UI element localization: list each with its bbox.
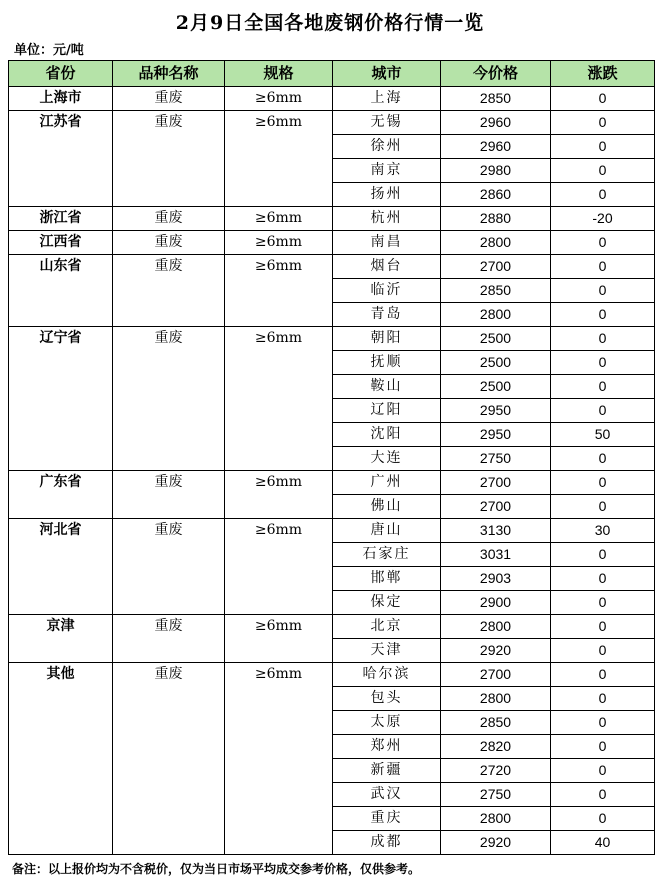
city-cell: 新疆 [333,759,441,783]
price-cell: 2903 [441,567,551,591]
city-cell: 郑州 [333,735,441,759]
price-cell: 2750 [441,447,551,471]
city-cell: 太原 [333,711,441,735]
kind-cell: 重废 [113,327,225,471]
change-cell: 0 [551,759,655,783]
price-cell: 2700 [441,495,551,519]
price-cell: 2960 [441,135,551,159]
price-cell: 2880 [441,207,551,231]
spec-cell: ≥6mm [225,615,333,663]
spec-cell: ≥6mm [225,111,333,207]
price-cell: 2950 [441,399,551,423]
kind-cell: 重废 [113,663,225,855]
table-row [9,519,655,543]
spec-cell: ≥6mm [225,519,333,615]
change-cell: 0 [551,591,655,615]
province-cell: 河北省 [9,519,113,615]
spec-cell: ≥6mm [225,231,333,255]
price-cell: 2700 [441,471,551,495]
city-cell: 朝阳 [333,327,441,351]
change-cell: 40 [551,831,655,855]
price-cell: 2500 [441,375,551,399]
province-cell: 浙江省 [9,207,113,231]
city-cell: 包头 [333,687,441,711]
price-cell: 2700 [441,663,551,687]
table-body [9,87,655,855]
change-cell: 0 [551,735,655,759]
change-cell: 0 [551,543,655,567]
kind-cell: 重废 [113,519,225,615]
price-cell: 2820 [441,735,551,759]
city-cell: 辽阳 [333,399,441,423]
change-cell: 0 [551,471,655,495]
price-cell: 2860 [441,183,551,207]
change-cell: 0 [551,87,655,111]
city-cell: 邯郸 [333,567,441,591]
header-spec: 规格 [225,61,333,87]
change-cell: 0 [551,567,655,591]
change-cell: 0 [551,111,655,135]
price-cell: 2750 [441,783,551,807]
change-cell: 0 [551,807,655,831]
price-cell: 2920 [441,639,551,663]
kind-cell: 重废 [113,87,225,111]
city-cell: 重庆 [333,807,441,831]
city-cell: 杭州 [333,207,441,231]
change-cell: -20 [551,207,655,231]
spec-cell: ≥6mm [225,207,333,231]
change-cell: 30 [551,519,655,543]
spec-cell: ≥6mm [225,327,333,471]
province-cell: 京津 [9,615,113,663]
city-cell: 北京 [333,615,441,639]
province-cell: 山东省 [9,255,113,327]
table-row [9,111,655,135]
price-cell: 3130 [441,519,551,543]
city-cell: 南京 [333,159,441,183]
change-cell: 0 [551,255,655,279]
page-title: 2月9日全国各地废钢价格行情一览 [175,12,485,34]
change-cell: 0 [551,159,655,183]
price-cell: 2700 [441,255,551,279]
city-cell: 武汉 [333,783,441,807]
change-cell: 0 [551,231,655,255]
change-cell: 0 [551,447,655,471]
change-cell: 0 [551,399,655,423]
city-cell: 烟台 [333,255,441,279]
header-province: 省份 [9,61,113,87]
price-cell: 2500 [441,327,551,351]
unit-label: 单位：元/吨 [14,43,84,58]
kind-cell: 重废 [113,471,225,519]
price-cell: 2950 [441,423,551,447]
spec-cell: ≥6mm [225,255,333,327]
table-row [9,471,655,495]
spec-cell: ≥6mm [225,471,333,519]
table-row [9,255,655,279]
kind-cell: 重废 [113,111,225,207]
city-cell: 沈阳 [333,423,441,447]
price-cell: 3031 [441,543,551,567]
change-cell: 0 [551,495,655,519]
price-cell: 2500 [441,351,551,375]
price-table [8,60,655,855]
change-cell: 0 [551,711,655,735]
city-cell: 保定 [333,591,441,615]
kind-cell: 重废 [113,231,225,255]
change-cell: 0 [551,783,655,807]
price-cell: 2980 [441,159,551,183]
city-cell: 唐山 [333,519,441,543]
header-city: 城市 [333,61,441,87]
table-row [9,663,655,687]
table-row [9,207,655,231]
change-cell: 0 [551,303,655,327]
city-cell: 临沂 [333,279,441,303]
city-cell: 扬州 [333,183,441,207]
city-cell: 天津 [333,639,441,663]
change-cell: 0 [551,639,655,663]
change-cell: 0 [551,615,655,639]
city-cell: 鞍山 [333,375,441,399]
price-cell: 2800 [441,807,551,831]
price-cell: 2920 [441,831,551,855]
city-cell: 广州 [333,471,441,495]
price-cell: 2960 [441,111,551,135]
header-price: 今价格 [441,61,551,87]
city-cell: 青岛 [333,303,441,327]
spec-cell: ≥6mm [225,663,333,855]
city-cell: 无锡 [333,111,441,135]
price-cell: 2850 [441,87,551,111]
change-cell: 0 [551,183,655,207]
change-cell: 0 [551,375,655,399]
change-cell: 0 [551,135,655,159]
change-cell: 0 [551,351,655,375]
city-cell: 徐州 [333,135,441,159]
province-cell: 江苏省 [9,111,113,207]
price-cell: 2800 [441,303,551,327]
city-cell: 石家庄 [333,543,441,567]
city-cell: 大连 [333,447,441,471]
price-cell: 2850 [441,711,551,735]
kind-cell: 重废 [113,255,225,327]
table-row [9,87,655,111]
city-cell: 南昌 [333,231,441,255]
change-cell: 50 [551,423,655,447]
table-row [9,231,655,255]
table-header-row [9,61,655,87]
price-cell: 2800 [441,231,551,255]
price-cell: 2850 [441,279,551,303]
province-cell: 江西省 [9,231,113,255]
price-cell: 2800 [441,687,551,711]
province-cell: 广东省 [9,471,113,519]
province-cell: 其他 [9,663,113,855]
table-row [9,327,655,351]
city-cell: 抚顺 [333,351,441,375]
price-cell: 2900 [441,591,551,615]
change-cell: 0 [551,279,655,303]
city-cell: 哈尔滨 [333,663,441,687]
kind-cell: 重废 [113,615,225,663]
city-cell: 佛山 [333,495,441,519]
price-cell: 2720 [441,759,551,783]
change-cell: 0 [551,687,655,711]
city-cell: 成都 [333,831,441,855]
header-kind: 品种名称 [113,61,225,87]
header-change: 涨跌 [551,61,655,87]
spec-cell: ≥6mm [225,87,333,111]
change-cell: 0 [551,327,655,351]
province-cell: 辽宁省 [9,327,113,471]
province-cell: 上海市 [9,87,113,111]
price-cell: 2800 [441,615,551,639]
table-row [9,615,655,639]
change-cell: 0 [551,663,655,687]
footnote: 备注：以上报价均为不含税价，仅为当日市场平均成交参考价格，仅供参考。 [12,862,421,876]
kind-cell: 重废 [113,207,225,231]
city-cell: 上海 [333,87,441,111]
